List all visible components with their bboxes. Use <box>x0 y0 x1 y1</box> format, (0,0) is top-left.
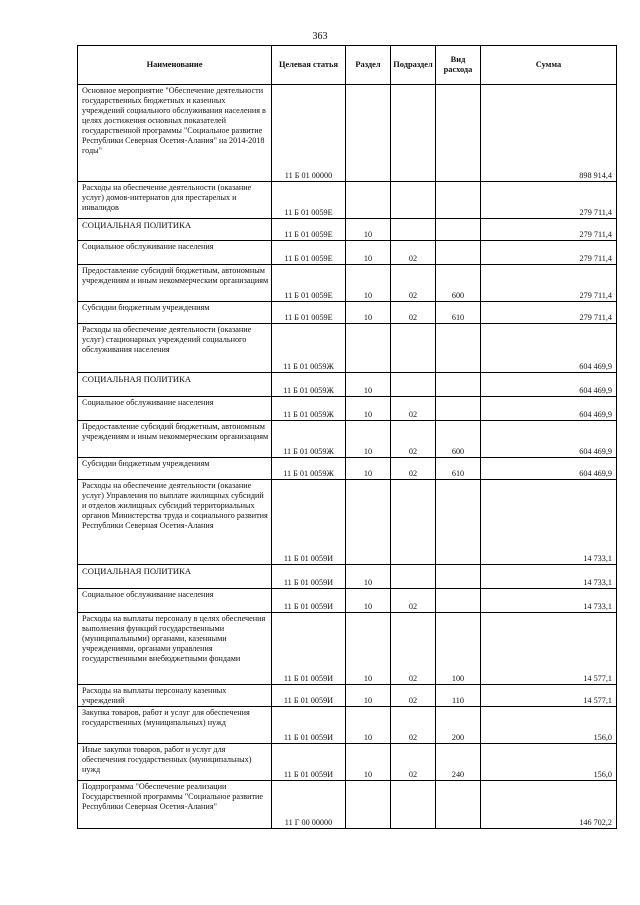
row-subsection: 02 <box>391 241 436 265</box>
row-target: 11 Б 01 0059Е <box>272 241 346 265</box>
header-target: Целевая статья <box>272 46 346 85</box>
row-section: 10 <box>346 744 391 781</box>
row-amount: 279 711,4 <box>481 241 617 265</box>
row-name: Расходы на выплаты персоналу казенных учреждений <box>78 685 272 707</box>
row-amount: 14 733,1 <box>481 589 617 613</box>
row-section: 10 <box>346 421 391 458</box>
table-row <box>78 565 617 589</box>
row-name: Иные закупки товаров, работ и услуг для обеспечения государственных (муниципальных) нужд <box>78 744 272 781</box>
table-row <box>78 85 617 182</box>
row-target: 11 Б 01 00000 <box>272 85 346 182</box>
row-section <box>346 781 391 829</box>
table-row <box>78 265 617 302</box>
row-subsection: 02 <box>391 613 436 685</box>
row-expense: 240 <box>436 744 481 781</box>
table-row <box>78 324 617 373</box>
row-section: 10 <box>346 613 391 685</box>
row-amount: 14 733,1 <box>481 565 617 589</box>
row-expense <box>436 397 481 421</box>
row-target: 11 Б 01 0059Е <box>272 265 346 302</box>
row-name: Субсидии бюджетным учреждениям <box>78 458 272 480</box>
row-amount: 604 469,9 <box>481 421 617 458</box>
page-number: 363 <box>312 31 328 42</box>
row-name: Расходы на обеспечение деятельности (оказание услуг) Управления по выплате жилищных субсидий и отделов жилищных субсидий территориальных органов Министерства труда и социального развития Республики Северная Осетия-Алания <box>78 480 272 565</box>
row-section: 10 <box>346 373 391 397</box>
row-expense <box>436 182 481 219</box>
row-amount: 898 914,4 <box>481 85 617 182</box>
header-subsection: Подраздел <box>391 46 436 85</box>
row-target: 11 Б 01 0059И <box>272 707 346 744</box>
table-row <box>78 707 617 744</box>
row-expense <box>436 373 481 397</box>
row-target: 11 Б 01 0059Ж <box>272 421 346 458</box>
table-row <box>78 302 617 324</box>
row-amount: 14 733,1 <box>481 480 617 565</box>
row-section: 10 <box>346 707 391 744</box>
row-name: Социальное обслуживание населения <box>78 397 272 421</box>
row-name: Закупка товаров, работ и услуг для обеспечения государственных (муниципальных) нужд <box>78 707 272 744</box>
row-target: 11 Б 01 0059И <box>272 589 346 613</box>
row-amount: 14 577,1 <box>481 685 617 707</box>
row-expense <box>436 480 481 565</box>
header-amount: Сумма <box>481 46 617 85</box>
row-subsection <box>391 182 436 219</box>
row-expense <box>436 85 481 182</box>
row-amount: 156,0 <box>481 707 617 744</box>
row-subsection: 02 <box>391 685 436 707</box>
row-section: 10 <box>346 397 391 421</box>
row-section <box>346 182 391 219</box>
row-expense <box>436 324 481 373</box>
row-section: 10 <box>346 241 391 265</box>
row-expense: 610 <box>436 458 481 480</box>
row-target: 11 Б 01 0059Е <box>272 182 346 219</box>
row-subsection: 02 <box>391 458 436 480</box>
row-name: Социальное обслуживание населения <box>78 589 272 613</box>
row-target: 11 Б 01 0059И <box>272 613 346 685</box>
row-subsection: 02 <box>391 589 436 613</box>
table-row <box>78 685 617 707</box>
row-section: 10 <box>346 302 391 324</box>
table-row <box>78 781 617 829</box>
row-target: 11 Б 01 0059Ж <box>272 397 346 421</box>
row-amount: 279 711,4 <box>481 265 617 302</box>
table-row <box>78 182 617 219</box>
row-name: Расходы на обеспечение деятельности (оказание услуг) стационарных учреждений социального обслуживания населения <box>78 324 272 373</box>
row-subsection <box>391 219 436 241</box>
row-subsection: 02 <box>391 265 436 302</box>
row-expense: 610 <box>436 302 481 324</box>
table-row <box>78 241 617 265</box>
row-expense: 600 <box>436 421 481 458</box>
row-subsection <box>391 480 436 565</box>
row-subsection: 02 <box>391 397 436 421</box>
row-target: 11 Б 01 0059И <box>272 744 346 781</box>
row-expense: 600 <box>436 265 481 302</box>
row-section <box>346 480 391 565</box>
row-amount: 604 469,9 <box>481 373 617 397</box>
row-target: 11 Б 01 0059И <box>272 685 346 707</box>
header-name: Наименование <box>78 46 272 85</box>
row-name: Социальное обслуживание населения <box>78 241 272 265</box>
row-section <box>346 324 391 373</box>
row-subsection <box>391 781 436 829</box>
row-name: СОЦИАЛЬНАЯ ПОЛИТИКА <box>78 219 272 241</box>
row-target: 11 Б 01 0059Е <box>272 219 346 241</box>
row-name: Подпрограмма "Обеспечение реализации Государственной программы "Социальное развитие Республики Северная Осетия-Алания" <box>78 781 272 829</box>
table-row <box>78 744 617 781</box>
row-amount: 279 711,4 <box>481 302 617 324</box>
row-amount: 604 469,9 <box>481 458 617 480</box>
row-amount: 604 469,9 <box>481 324 617 373</box>
row-target: 11 Б 01 0059И <box>272 565 346 589</box>
row-target: 11 Г 00 00000 <box>272 781 346 829</box>
row-subsection <box>391 373 436 397</box>
row-expense: 110 <box>436 685 481 707</box>
table-row <box>78 480 617 565</box>
header-expense-type: Вид расхода <box>436 46 481 85</box>
table-row <box>78 589 617 613</box>
row-amount: 14 577,1 <box>481 613 617 685</box>
row-section: 10 <box>346 685 391 707</box>
row-subsection <box>391 324 436 373</box>
row-name: СОЦИАЛЬНАЯ ПОЛИТИКА <box>78 373 272 397</box>
table-row <box>78 219 617 241</box>
row-amount: 146 702,2 <box>481 781 617 829</box>
row-name: Предоставление субсидий бюджетным, автономным учреждениям и иным некоммерческим организациям <box>78 421 272 458</box>
row-amount: 156,0 <box>481 744 617 781</box>
row-subsection <box>391 565 436 589</box>
row-subsection: 02 <box>391 707 436 744</box>
row-amount: 279 711,4 <box>481 182 617 219</box>
row-expense: 200 <box>436 707 481 744</box>
row-expense <box>436 781 481 829</box>
row-target: 11 Б 01 0059Ж <box>272 458 346 480</box>
budget-table <box>77 45 617 829</box>
row-section: 10 <box>346 458 391 480</box>
row-section: 10 <box>346 265 391 302</box>
row-section: 10 <box>346 219 391 241</box>
row-name: Расходы на выплаты персоналу в целях обеспечения выполнения функций государственными (муниципальными) органами, казенными учреждениями, органами управления государственными внебюджетными фондами <box>78 613 272 685</box>
table-row <box>78 421 617 458</box>
row-expense <box>436 241 481 265</box>
row-name: Субсидии бюджетным учреждениям <box>78 302 272 324</box>
row-target: 11 Б 01 0059Ж <box>272 373 346 397</box>
row-subsection: 02 <box>391 744 436 781</box>
row-expense: 100 <box>436 613 481 685</box>
table-row <box>78 458 617 480</box>
row-name: СОЦИАЛЬНАЯ ПОЛИТИКА <box>78 565 272 589</box>
row-name: Предоставление субсидий бюджетным, автономным учреждениям и иным некоммерческим организациям <box>78 265 272 302</box>
row-target: 11 Б 01 0059Ж <box>272 324 346 373</box>
row-amount: 279 711,4 <box>481 219 617 241</box>
row-expense <box>436 565 481 589</box>
table-row <box>78 613 617 685</box>
table-row <box>78 397 617 421</box>
row-expense <box>436 219 481 241</box>
row-target: 11 Б 01 0059Е <box>272 302 346 324</box>
row-section: 10 <box>346 589 391 613</box>
row-subsection: 02 <box>391 302 436 324</box>
row-section: 10 <box>346 565 391 589</box>
row-section <box>346 85 391 182</box>
row-name: Основное мероприятие "Обеспечение деятельности государственных бюджетных и казенных учреждений социального обслуживания населения в целях достижения основных показателей государственной программы "Социальное развитие Республики Северная Осетия-Алания" на 2014-2018 годы" <box>78 85 272 182</box>
row-target: 11 Б 01 0059И <box>272 480 346 565</box>
row-subsection: 02 <box>391 421 436 458</box>
row-subsection <box>391 85 436 182</box>
row-amount: 604 469,9 <box>481 397 617 421</box>
row-name: Расходы на обеспечение деятельности (оказание услуг) домов-интернатов для престарелых и инвалидов <box>78 182 272 219</box>
table-header-row <box>78 46 617 85</box>
row-expense <box>436 589 481 613</box>
header-section: Раздел <box>346 46 391 85</box>
table-row <box>78 373 617 397</box>
